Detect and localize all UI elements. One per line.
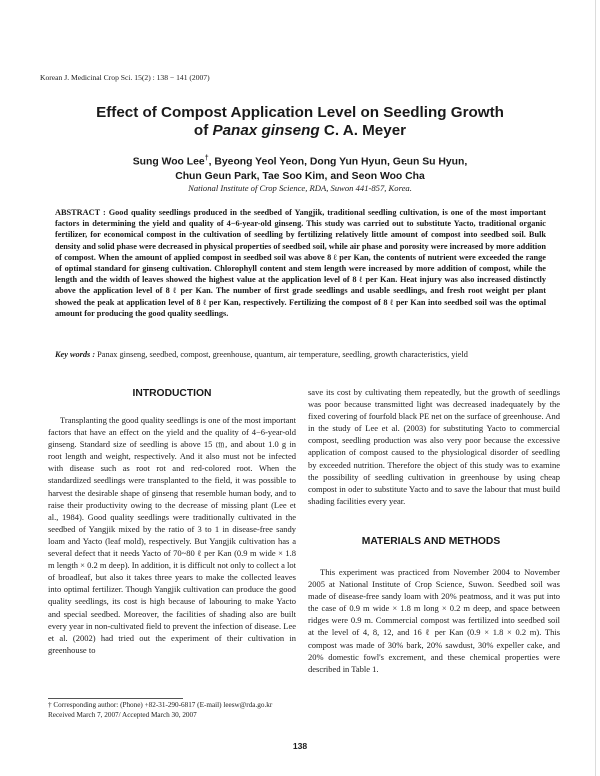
keywords: [55, 349, 546, 360]
introduction-paragraph: Transplanting the good quality seedlings is one of the most important factors that have an effect on the yield and the quality of 4−6-year-old ginseng. Standard size of seedling is above 15 ㎝, and about 1.0 g in root length and weight, respectively. And it also must not be infected with disease such as root rot and red-colored root. When the standardized seedlings were transplanted to the field, it was possible to harvest the desirable shape of ginseng that resemble human body, and to raise their productivity owing to the decrease of missing plant (Lee et al., 1984). Good quality seedlings were traditionally cultivated in the seedbed of Yangjik mixed by the ratio of 3 to 1 in disease-free sandy loam and Yacto (leaf mold), respectively. But Yangjik cultivation has a several defect that it needs Yacto of 70~80 ℓ per Kan (0.9 m wide × 1.8 m length × 0.2 m deep). In addition, it is difficult not only to collect a lot of broadleaf, but also it takes three years to make the collected leaves into optimal fertilizer. Though Yangjik cultivation can produce the good quality seedlings, its cost is high because of labouring to make Yacto and special seedbed. Moreover, the facilities of shading also are built every year in non-cultivated field to prevent the infection of disease. Lee et al. (2002) had tried out the experiment of their cultivation in greenhouse to: [48, 415, 296, 655]
affiliation: National Institute of Crop Science, RDA, Suwon 441-857, Korea.: [188, 183, 412, 193]
first-author: Sung Woo Lee: [132, 156, 205, 168]
corresponding-dagger: †: [204, 155, 209, 162]
keywords-label: Key words :: [55, 350, 96, 359]
author-list: [0, 151, 600, 184]
corresponding-author-note: † Corresponding author: (Phone) +82-31-290-6817 (E-mail) leesw@rda.go.kr: [48, 701, 273, 709]
author-line-1: [0, 151, 600, 169]
title-line-2-suffix: C. A. Meyer: [319, 122, 407, 139]
journal-citation: Korean J. Medicinal Crop Sci. 15(2) : 138 − 141 (2007): [40, 73, 210, 82]
materials-methods-paragraph: This experiment was practiced from November 2004 to November 2005 at National Institute of Crop Science, Suwon. Seedbed soil was made of disease-free sandy loam with 20% peatmoss, and it was put into the case of 0.9 m wide × 1.8 m long × 0.2 m deep, and space between ridges were 0.9 m. Commercial compost was fertilized into seedbed soil at the level of 4, 8, 12, and 16 ℓ per Kan (0.9 × 1.8 × 0.2 m). This compost was made of 30% bark, 20% sawdust, 30% expeller cake, and 20% domestic fowl's excrement, and these chemical properties were described in Table 1.: [308, 567, 560, 674]
footnote: [48, 700, 272, 720]
title-line-2-prefix: of: [193, 122, 213, 139]
title-line-1: Effect of Compost Application Level on Seedling Growth: [96, 104, 504, 121]
paper-title: [0, 104, 600, 140]
footnote-divider: [48, 698, 183, 699]
materials-methods-heading: MATERIALS AND METHODS: [361, 536, 501, 547]
title-line-2: [0, 122, 600, 140]
title-species-italic: Panax ginseng: [212, 122, 320, 139]
abstract: ABSTRACT : Good quality seedlings produced in the seedbed of Yangjik, traditional seedling cultivation, is one of the most important factors in determining the yield and quality of 4−6-year-old ginseng. This study was carried out to substitute Yacto, traditional organic fertilizer, for economical compost in the cultivation of seedling by fertilizing relatively little amount of compost into seedbed soil. Bulk density and solid phase were decreased in physical properties of seedbed soil, while air phase and porosity were increased by more addition of compost. When the amount of applied compost in seedbed soil was above 8 ℓ per Kan, the contents of nutrient were exceeded the range of optimal standard for ginseng cultivation. Chlorophyll content and stem length were increased by more addition of compost, while the length and the width of leaves showed the highest value at the application level of 8 ℓ per Kan. Heat injury was also increased distinctly above the application level of 8 ℓ per Kan. The number of first grade seedlings and usable seedlings, and fresh root weight per plant showed the peak at application level of 8 ℓ per Kan, respectively. Fertilizing the compost of 8 ℓ per Kan into seedbed soil was the optimal amount for producing the good quality seedlings.: [55, 208, 546, 318]
page-number: 138: [292, 741, 308, 751]
keywords-text: Panax ginseng, seedbed, compost, greenhouse, quantum, air temperature, seedling, growth characteristics, yield: [95, 350, 468, 359]
introduction-continued-paragraph: save its cost by cultivating them repeatedly, but the growth of seedlings was poor because transmitted light was decreased inadequately by the fixed covering of fourfold black PE net on the surface of greenhouse. And in the study of Lee et al. (2003) for substituting Yacto to commercial compost, seedling production was also very poor because the excessive application of compost caused to the physiological disorder of seedling by exceeded nutrition. Therefore the object of this study was to examine the possibility of seedling cultivation in greenhouse by using cheap compost in oder to substitute Yacto and to save the labour that must build shading facilities every year.: [308, 387, 560, 506]
author-line-2: Chun Geun Park, Tae Soo Kim, and Seon Woo Cha: [175, 171, 425, 183]
authors-rest: , Byeong Yeol Yeon, Dong Yun Hyun, Geun Su Hyun,: [208, 156, 468, 168]
introduction-heading: INTRODUCTION: [132, 388, 212, 399]
received-accepted-dates: Received March 7, 2007/ Accepted March 30, 2007: [48, 711, 197, 719]
